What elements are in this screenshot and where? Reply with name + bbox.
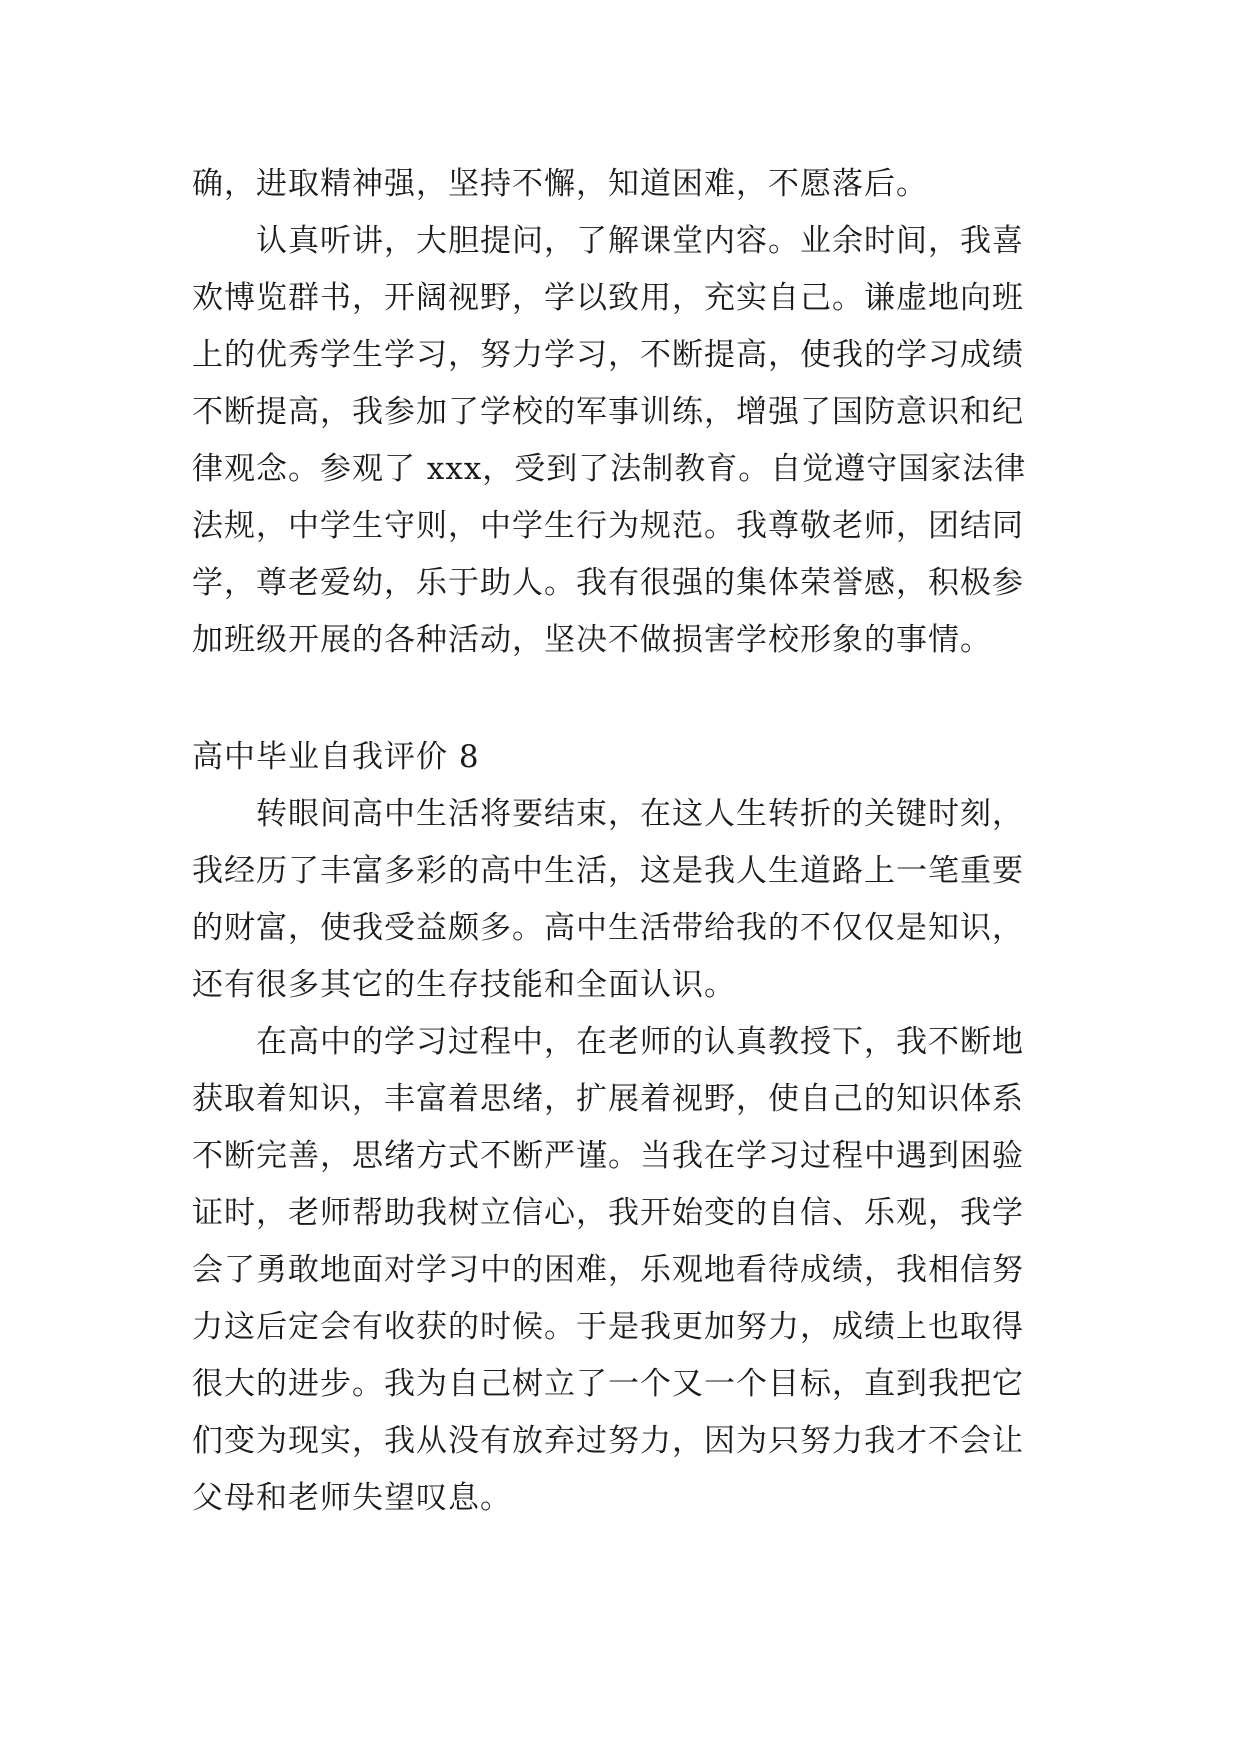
paragraph-line: 加班级开展的各种活动，坚决不做损害学校形象的事情。 [192, 622, 992, 658]
paragraph-line: 上的优秀学生学习，努力学习，不断提高，使我的学习成绩 [192, 337, 1024, 373]
paragraph-line: 还有很多其它的生存技能和全面认识。 [192, 967, 736, 1003]
paragraph-line: 力这后定会有收获的时候。于是我更加努力，成绩上也取得 [192, 1309, 1024, 1345]
paragraph-line: 获取着知识，丰富着思绪，扩展着视野，使自己的知识体系 [192, 1081, 1024, 1117]
paragraph-line: 律观念。参观了 xxx，受到了法制教育。自觉遵守国家法律 [192, 451, 1027, 487]
paragraph-line: 转眼间高中生活将要结束，在这人生转折的关键时刻， [256, 796, 1024, 832]
paragraph-line: 学，尊老爱幼，乐于助人。我有很强的集体荣誉感，积极参 [192, 565, 1024, 601]
paragraph-line: 法规，中学生守则，中学生行为规范。我尊敬老师，团结同 [192, 508, 1024, 544]
paragraph-line: 们变为现实，我从没有放弃过努力，因为只努力我才不会让 [192, 1423, 1024, 1459]
paragraph-line: 的财富，使我受益颇多。高中生活带给我的不仅仅是知识， [192, 910, 1024, 946]
paragraph-line: 确，进取精神强，坚持不懈，知道困难，不愿落后。 [192, 166, 928, 202]
paragraph-line: 父母和老师失望叹息。 [192, 1480, 512, 1516]
paragraph-line: 认真听讲，大胆提问，了解课堂内容。业余时间，我喜 [256, 223, 1024, 259]
paragraph-line: 在高中的学习过程中，在老师的认真教授下，我不断地 [256, 1024, 1024, 1060]
paragraph-line: 证时，老师帮助我树立信心，我开始变的自信、乐观，我学 [192, 1195, 1024, 1231]
text-block-section-8 [192, 729, 1062, 1527]
paragraph-line: 我经历了丰富多彩的高中生活，这是我人生道路上一笔重要 [192, 853, 1024, 889]
paragraph-line: 欢博览群书，开阔视野，学以致用，充实自己。谦虚地向班 [192, 280, 1024, 316]
paragraph-line: 不断提高，我参加了学校的军事训练，增强了国防意识和纪 [192, 394, 1024, 430]
paragraph-line: 不断完善，思绪方式不断严谨。当我在学习过程中遇到困验 [192, 1138, 1024, 1174]
section-heading: 高中毕业自我评价 8 [192, 739, 480, 775]
text-block-continuation [192, 156, 1062, 669]
paragraph-line: 很大的进步。我为自己树立了一个又一个目标，直到我把它 [192, 1366, 1024, 1402]
paragraph-line: 会了勇敢地面对学习中的困难，乐观地看待成绩，我相信努 [192, 1252, 1024, 1288]
